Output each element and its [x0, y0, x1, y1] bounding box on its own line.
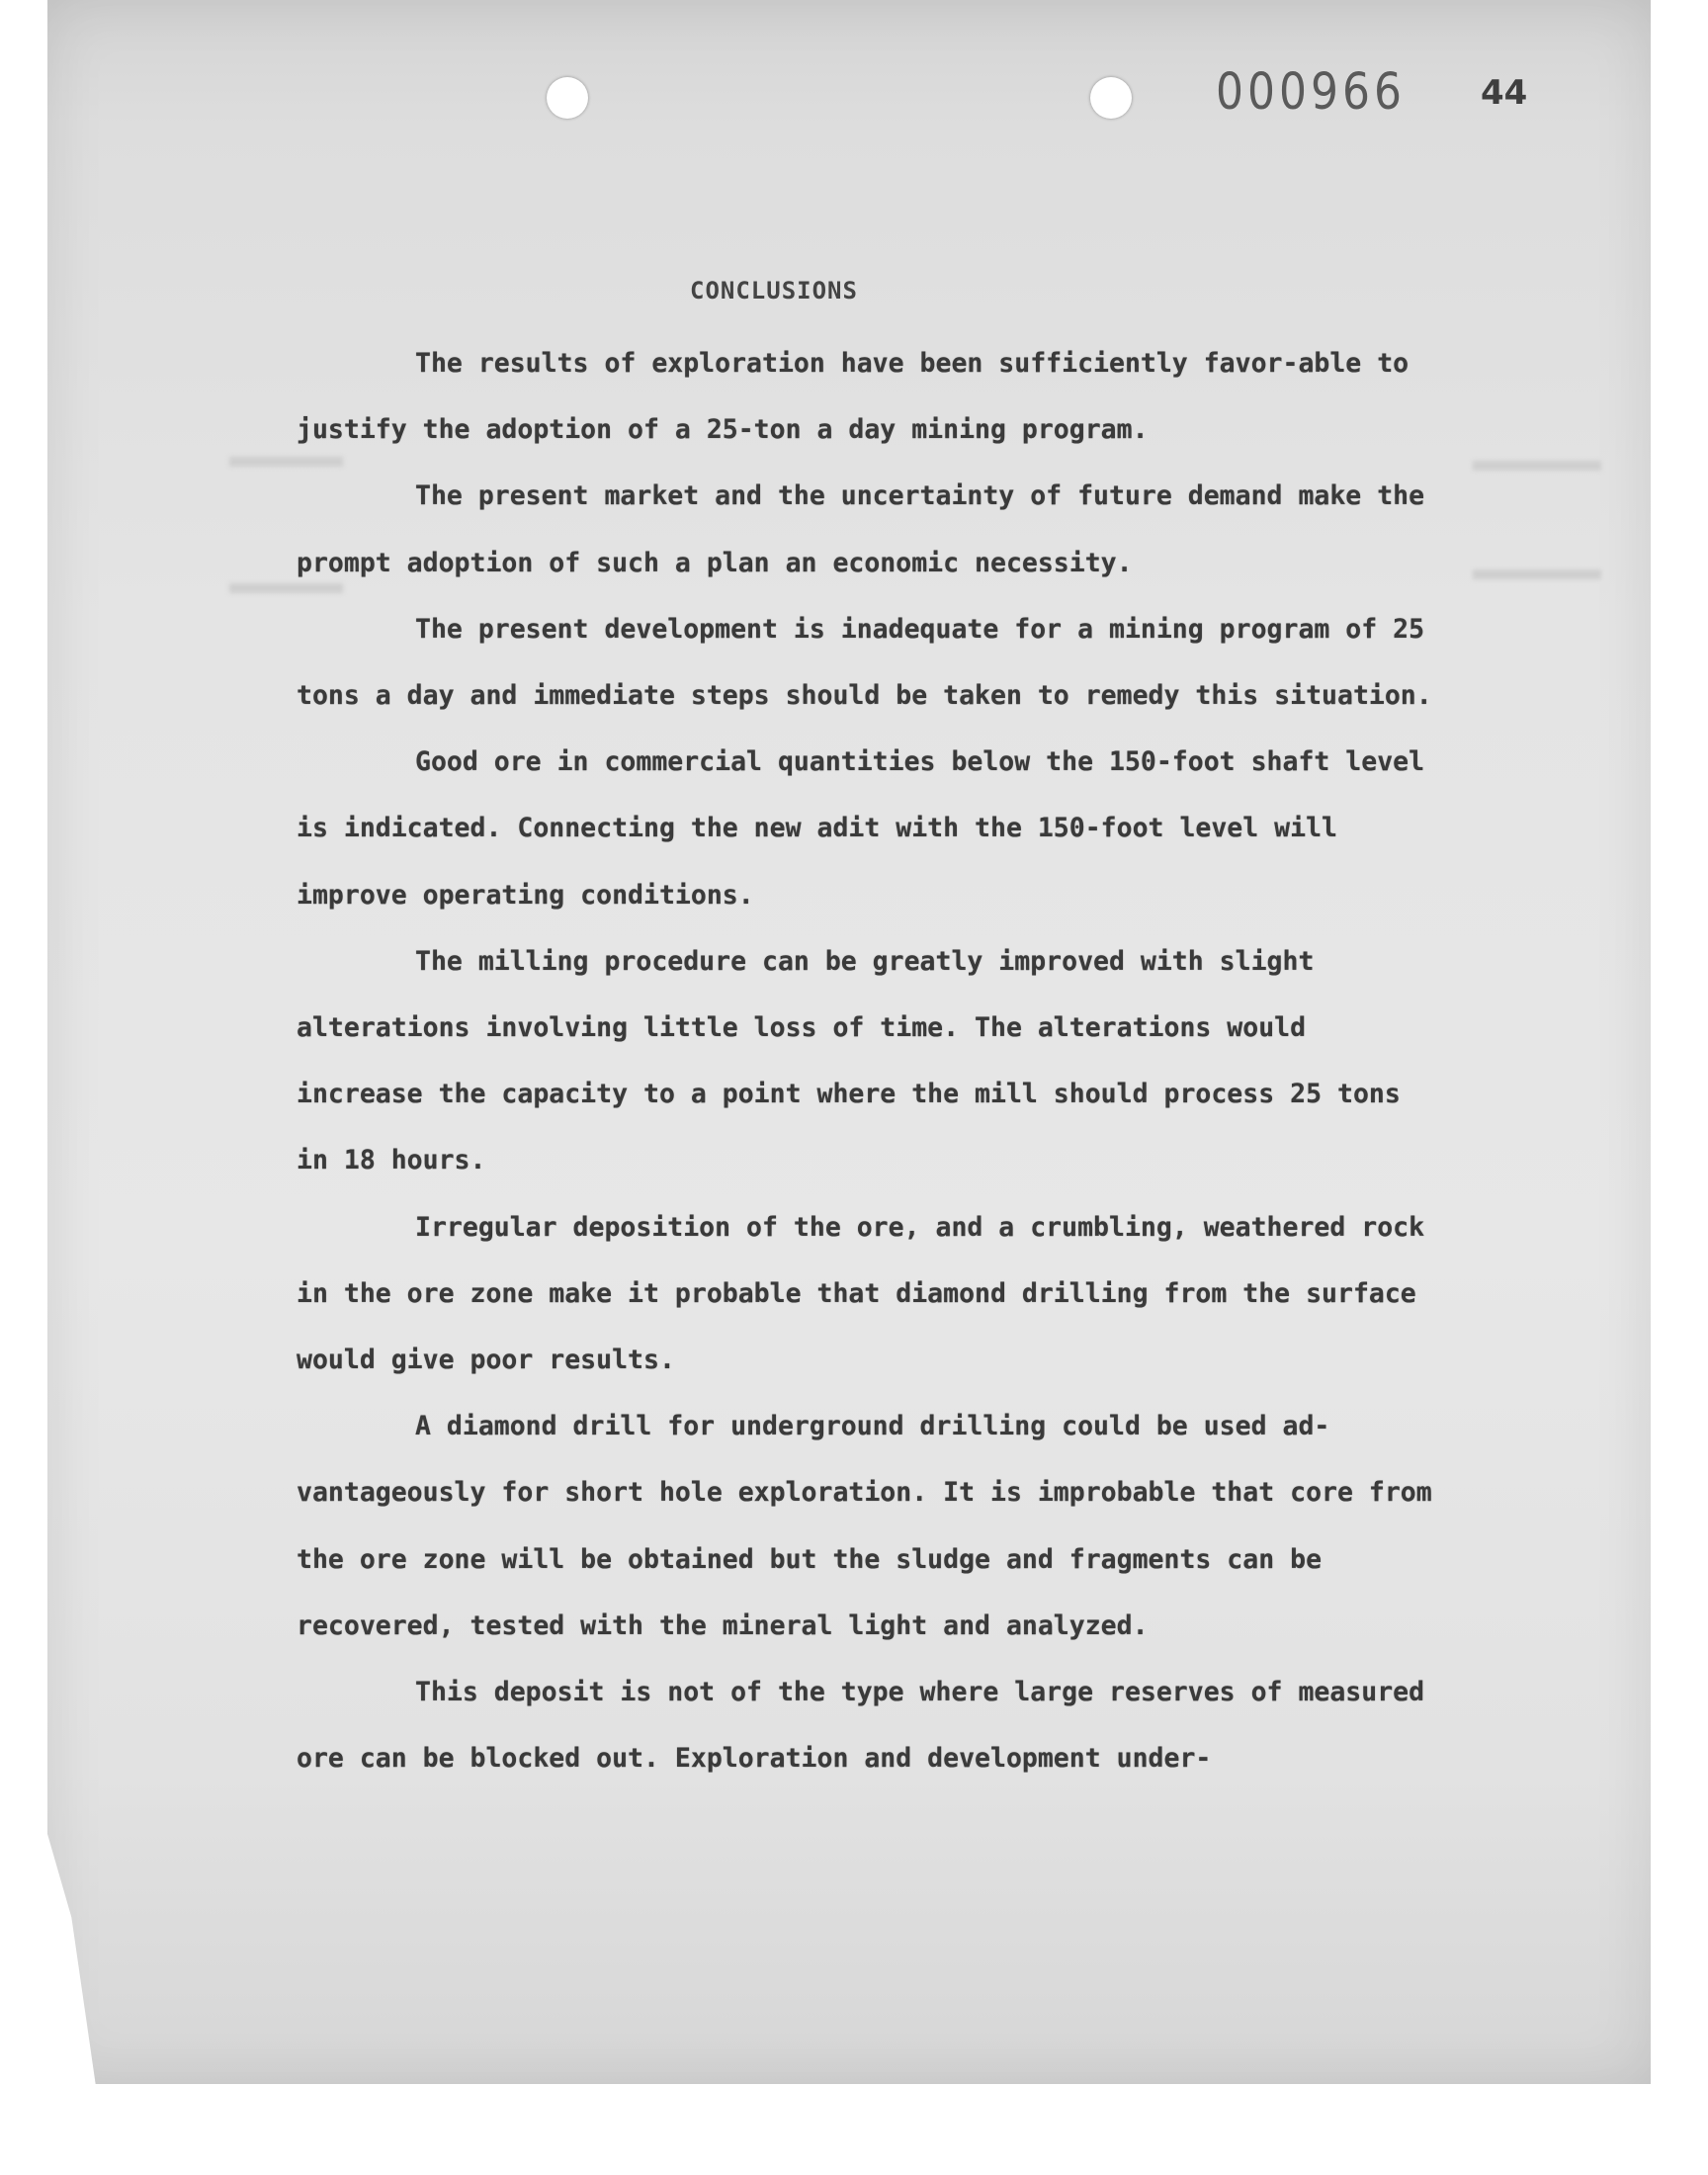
paragraph: A diamond drill for underground drilling could be used ad-vantageously for short hole exploration. It is improbable that core from the ore zone will be obtained but the sludge and fragments can be recovered, tested with the mineral light and analyzed.: [297, 1411, 1432, 1641]
paragraph: The present development is inadequate for a mining program of 25 tons a day and immediate steps should be taken to remedy this situation.: [297, 613, 1432, 712]
margin-smudge: [1473, 569, 1601, 579]
punch-hole-left: [547, 77, 588, 119]
section-heading: CONCLUSIONS: [690, 277, 858, 304]
paragraph: Good ore in commercial quantities below the 150-foot shaft level is indicated. Connecting the new adit with the 150-foot level will improve operating conditions.: [297, 746, 1425, 911]
paragraph: Irregular deposition of the ore, and a crumbling, weathered rock in the ore zone make it probable that diamond drilling from the surface would give poor results.: [297, 1211, 1425, 1376]
paragraph: The results of exploration have been sufficiently favor-able to justify the adoption of a 25-ton a day mining program.: [297, 348, 1409, 446]
margin-smudge: [1473, 461, 1601, 471]
paragraph: The milling procedure can be greatly improved with slight alterations involving little loss of time. The alterations would increase the capacity to a point where the mill should process 25 tons in 18 hours.: [297, 945, 1401, 1176]
punch-hole-right: [1090, 77, 1132, 119]
paragraph: The present market and the uncertainty of future demand make the prompt adoption of such a plan an economic necessity.: [297, 480, 1425, 578]
document-stamp-number: 000966: [1216, 63, 1406, 122]
paragraph: This deposit is not of the type where large reserves of measured ore can be blocked out. Exploration and development under-: [297, 1677, 1425, 1775]
page-number: 44: [1481, 73, 1528, 113]
body-text: [297, 330, 1443, 1791]
